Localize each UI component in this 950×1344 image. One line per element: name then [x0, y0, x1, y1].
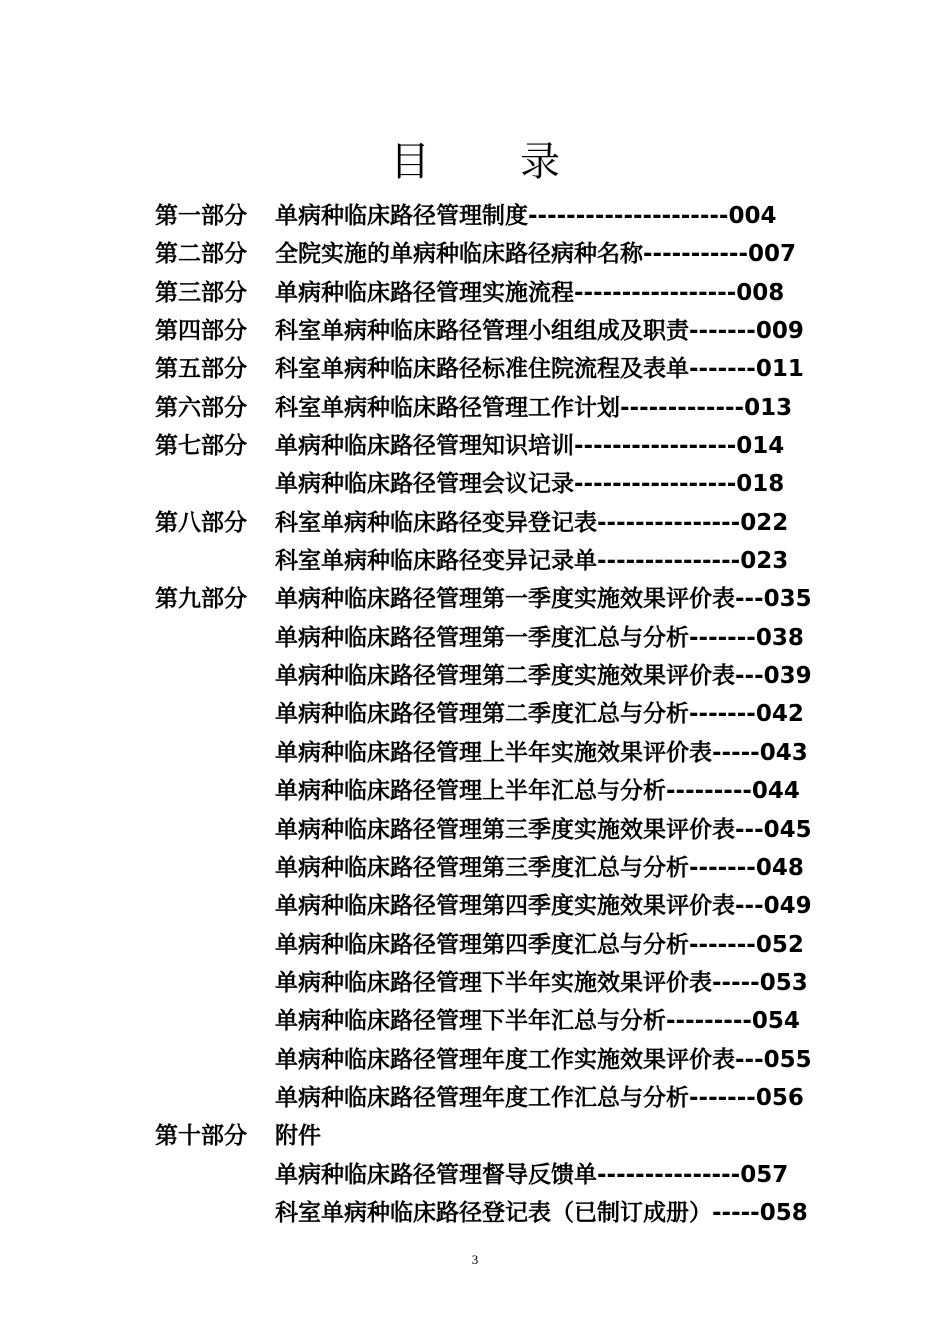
toc-entry: 附件 — [275, 1123, 321, 1150]
document-title — [0, 130, 950, 187]
toc-part-label — [155, 1002, 275, 1040]
toc-row-13[interactable] — [155, 657, 855, 695]
toc-part-label — [155, 964, 275, 1002]
table-of-contents — [155, 197, 855, 1232]
toc-entry: 单病种临床路径管理第三季度汇总与分析-------048 — [275, 854, 804, 881]
toc-entry: 科室单病种临床路径管理小组组成及职责-------009 — [275, 318, 804, 345]
toc-row-14[interactable] — [155, 695, 855, 733]
page-number: 3 — [471, 1252, 479, 1267]
toc-part-label: 第七部分 — [155, 433, 247, 460]
toc-part-label — [155, 849, 275, 887]
toc-part-label: 第四部分 — [155, 318, 247, 345]
toc-entry: 单病种临床路径管理制度---------------------004 — [275, 203, 777, 229]
toc-row-20[interactable] — [155, 926, 855, 964]
toc-row-23[interactable] — [155, 1041, 855, 1079]
toc-entry: 单病种临床路径管理第三季度实施效果评价表---045 — [275, 816, 812, 843]
toc-row-25[interactable] — [155, 1117, 855, 1155]
toc-part-label — [155, 926, 275, 964]
toc-row-16[interactable] — [155, 772, 855, 810]
toc-entry: 单病种临床路径管理年度工作实施效果评价表---055 — [275, 1046, 812, 1073]
title-char-2: 录 — [520, 139, 560, 185]
toc-entry: 单病种临床路径管理第四季度实施效果评价表---049 — [275, 893, 812, 920]
toc-row-1[interactable] — [155, 197, 855, 235]
toc-part-label — [155, 1156, 275, 1194]
toc-part-label: 第十部分 — [155, 1123, 247, 1150]
toc-part-label — [155, 1041, 275, 1079]
toc-row-11[interactable] — [155, 580, 855, 618]
toc-part-label: 第二部分 — [155, 241, 247, 268]
toc-part-label — [155, 811, 275, 849]
toc-part-label — [155, 772, 275, 810]
toc-part-label: 第五部分 — [155, 356, 247, 383]
toc-row-26[interactable] — [155, 1156, 855, 1194]
title-char-1: 目 — [390, 139, 430, 185]
toc-row-5[interactable] — [155, 350, 855, 388]
toc-entry: 单病种临床路径管理年度工作汇总与分析-------056 — [275, 1084, 804, 1111]
toc-entry: 单病种临床路径管理上半年汇总与分析---------044 — [275, 778, 800, 805]
toc-entry: 单病种临床路径管理督导反馈单---------------057 — [275, 1161, 789, 1188]
toc-row-17[interactable] — [155, 811, 855, 849]
toc-entry: 科室单病种临床路径变异记录单---------------023 — [275, 548, 789, 575]
toc-entry: 单病种临床路径管理会议记录-----------------018 — [275, 471, 785, 498]
toc-row-19[interactable] — [155, 887, 855, 925]
toc-entry: 科室单病种临床路径变异登记表---------------022 — [275, 509, 789, 536]
toc-part-label — [155, 1079, 275, 1117]
toc-part-label — [155, 695, 275, 733]
toc-entry: 单病种临床路径管理第二季度汇总与分析-------042 — [275, 701, 804, 728]
toc-row-3[interactable] — [155, 274, 855, 312]
toc-part-label: 第六部分 — [155, 394, 247, 421]
toc-part-label — [155, 734, 275, 772]
toc-part-label: 第九部分 — [155, 586, 247, 613]
toc-row-7[interactable] — [155, 427, 855, 465]
toc-row-9[interactable] — [155, 504, 855, 542]
toc-entry: 科室单病种临床路径标准住院流程及表单-------011 — [275, 356, 804, 383]
toc-row-15[interactable] — [155, 734, 855, 772]
toc-row-2[interactable] — [155, 235, 855, 273]
toc-entry: 全院实施的单病种临床路径病种名称-----------007 — [275, 241, 797, 268]
toc-entry: 单病种临床路径管理下半年实施效果评价表-----053 — [275, 969, 808, 996]
toc-entry: 科室单病种临床路径登记表（已制订成册）-----058 — [275, 1199, 808, 1226]
toc-row-24[interactable] — [155, 1079, 855, 1117]
toc-part-label: 第三部分 — [155, 279, 247, 306]
toc-part-label: 第八部分 — [155, 509, 247, 536]
toc-entry: 单病种临床路径管理第一季度汇总与分析-------038 — [275, 624, 804, 651]
toc-entry: 单病种临床路径管理第二季度实施效果评价表---039 — [275, 663, 812, 690]
toc-part-label: 第一部分 — [155, 203, 247, 229]
toc-part-label — [155, 465, 275, 503]
toc-row-8[interactable] — [155, 465, 855, 503]
toc-row-6[interactable] — [155, 389, 855, 427]
toc-entry: 单病种临床路径管理第一季度实施效果评价表---035 — [275, 586, 812, 613]
toc-part-label — [155, 657, 275, 695]
toc-entry: 单病种临床路径管理实施流程-----------------008 — [275, 279, 785, 306]
toc-row-18[interactable] — [155, 849, 855, 887]
toc-entry: 单病种临床路径管理第四季度汇总与分析-------052 — [275, 931, 804, 958]
toc-row-10[interactable] — [155, 542, 855, 580]
toc-row-12[interactable] — [155, 619, 855, 657]
toc-entry: 单病种临床路径管理知识培训-----------------014 — [275, 433, 785, 460]
toc-part-label — [155, 1194, 275, 1232]
toc-entry: 科室单病种临床路径管理工作计划-------------013 — [275, 394, 793, 421]
toc-row-4[interactable] — [155, 312, 855, 350]
toc-part-label — [155, 619, 275, 657]
toc-row-27[interactable] — [155, 1194, 855, 1232]
toc-part-label — [155, 887, 275, 925]
toc-row-22[interactable] — [155, 1002, 855, 1040]
toc-row-21[interactable] — [155, 964, 855, 1002]
toc-part-label — [155, 542, 275, 580]
toc-entry: 单病种临床路径管理上半年实施效果评价表-----043 — [275, 739, 808, 766]
toc-entry: 单病种临床路径管理下半年汇总与分析---------054 — [275, 1008, 800, 1035]
